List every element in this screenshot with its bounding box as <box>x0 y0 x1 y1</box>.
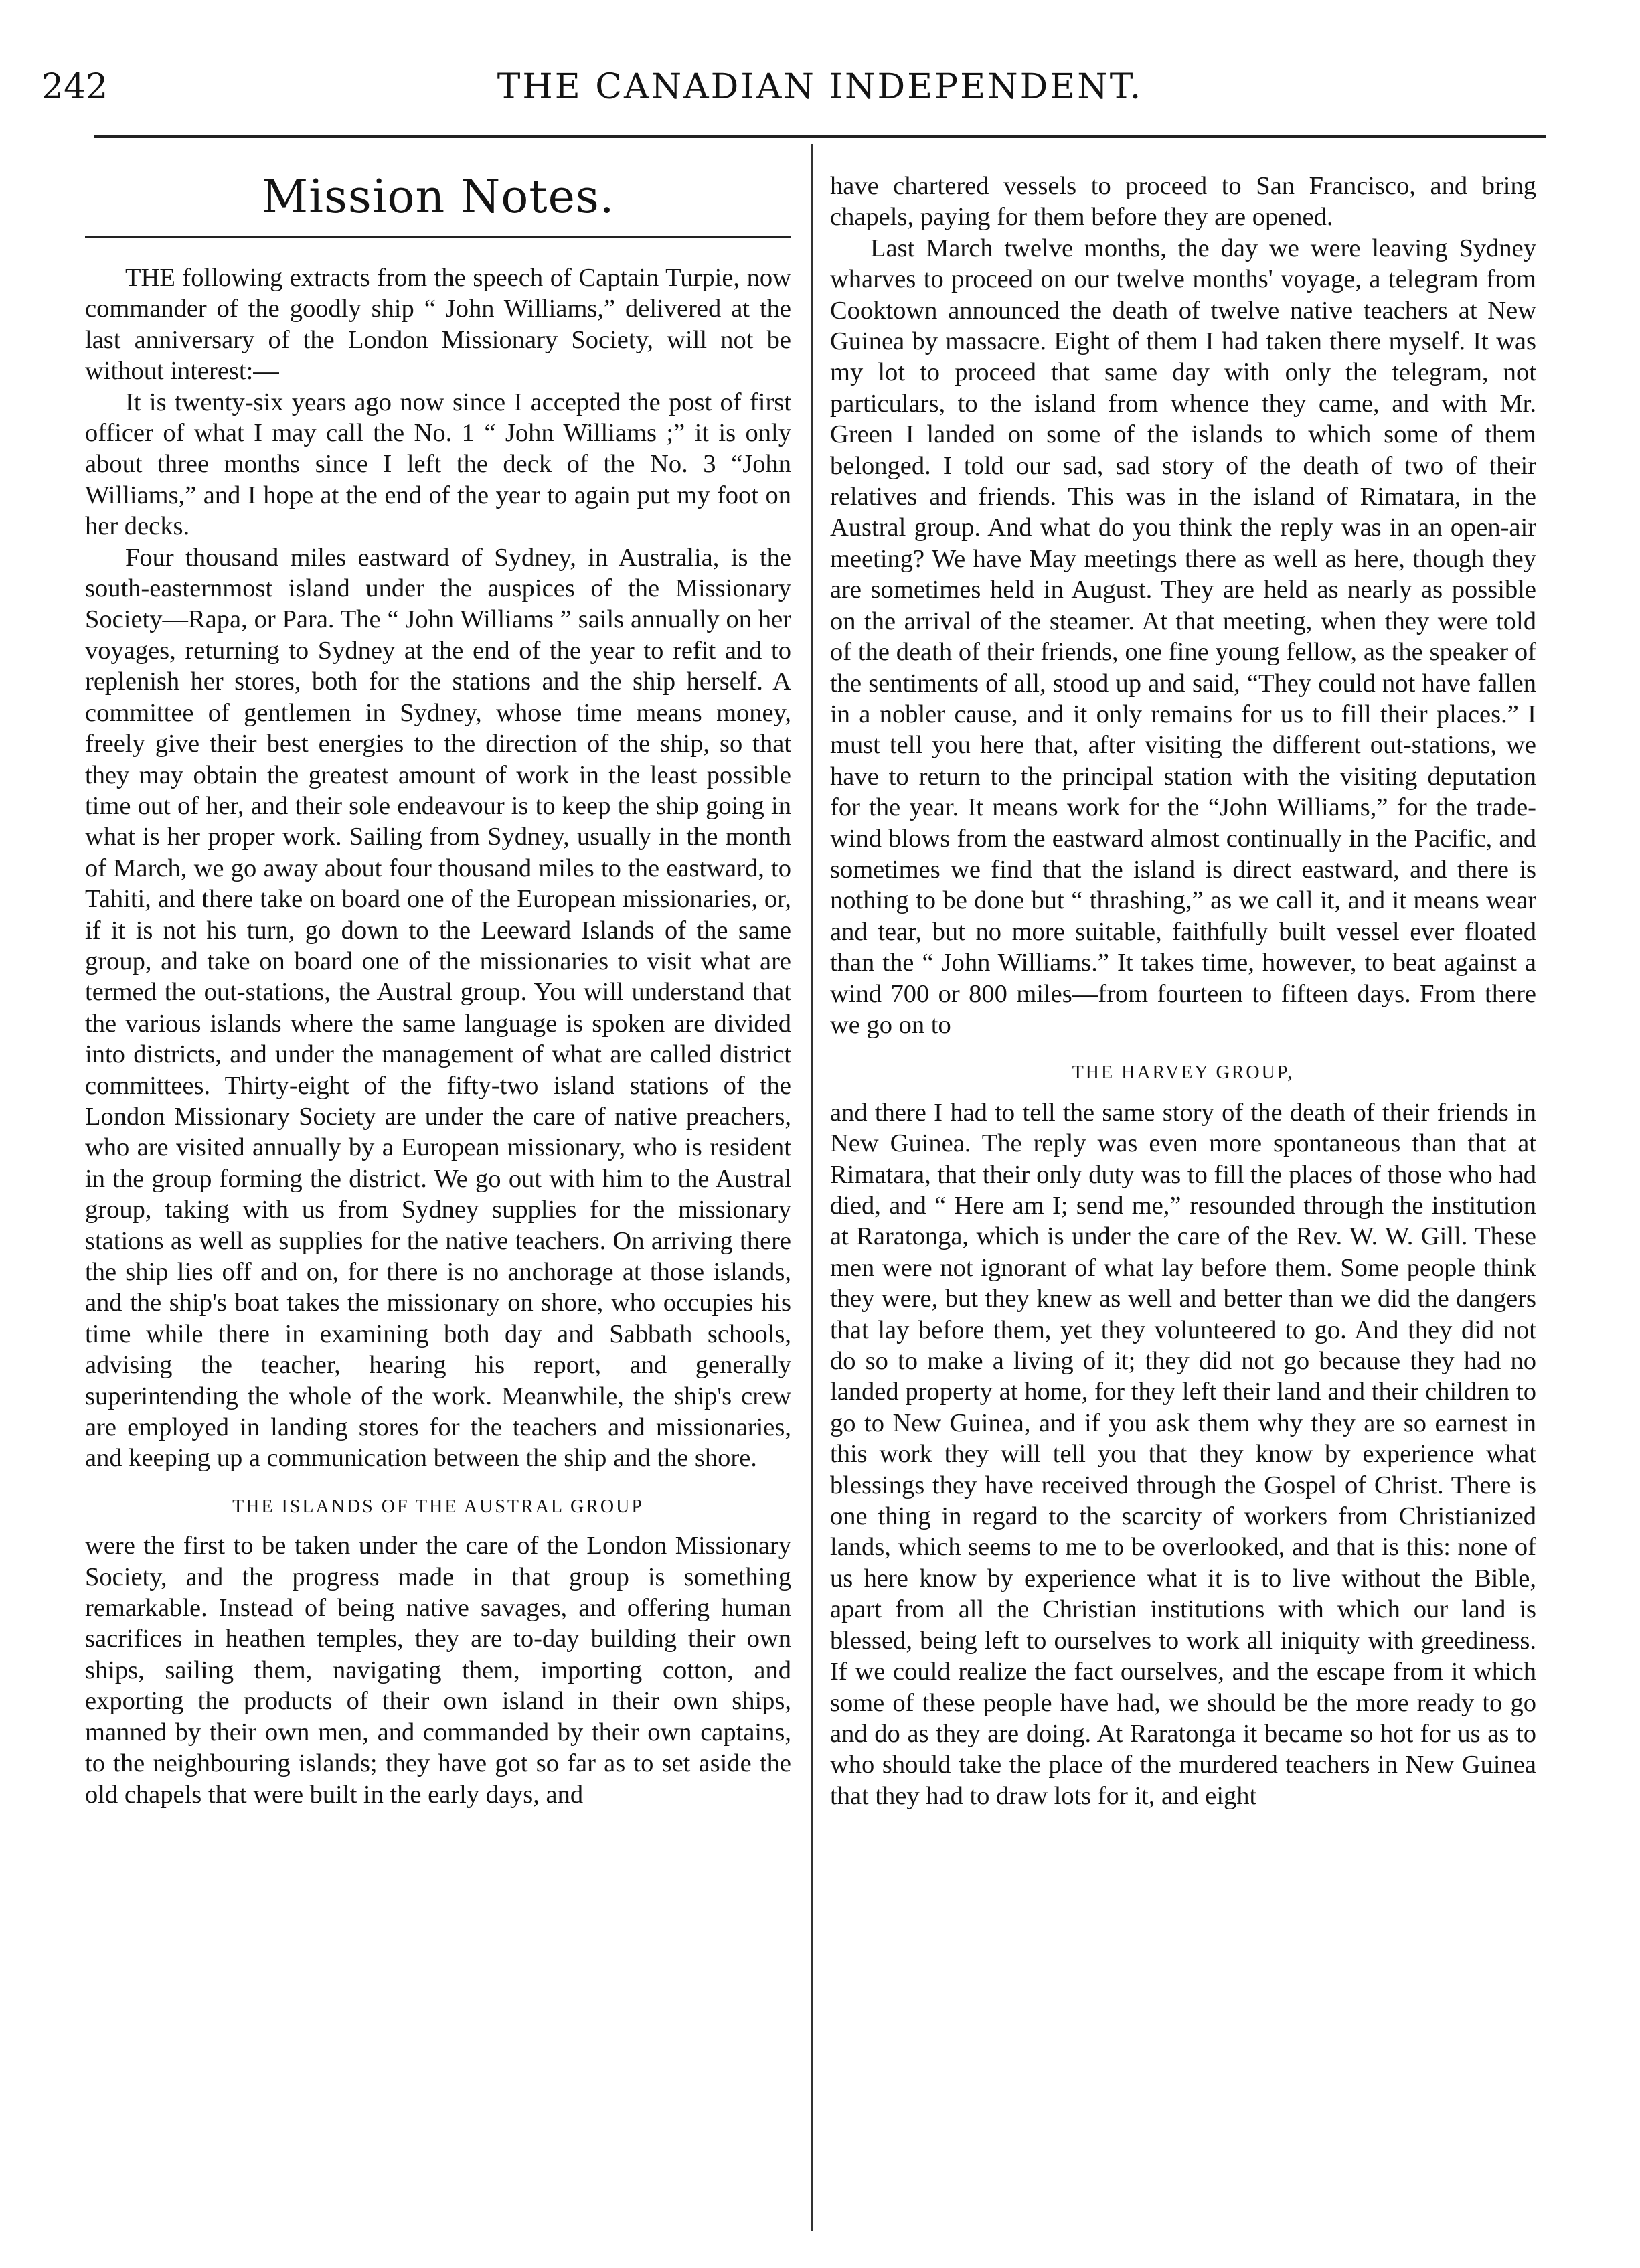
right-column <box>830 171 1536 1811</box>
subhead-austral-group: THE ISLANDS OF THE AUSTRAL GROUP <box>232 1495 644 1517</box>
paragraph-left-3: were the first to be taken under the care of the London Missionary Society, and the progress made in that group is something remarkable. Instead of being native savages, and offering human sacrifices in heathen temples, they are to-day building their own ships, sailing them, navigating them, importing cotton, and exporting the products of their own island in their own ships, manned by their own men, and commanded by their own captains, to the neighbouring islands; they have got so far as to set aside the old chapels that were built in the early days, and <box>85 1532 791 1809</box>
paragraph-right-3: and there I had to tell the same story of the death of their friends in New Guinea. The reply was even more spontaneous than that at Rimatara, that their only duty was to fill the places of those who had died, and “ Here am I; send me,” resounded through the institution at Raratonga, which is under the care of the Rev. W. W. Gill. These men were not ignorant of what lay before them. Some people think they were, but they knew as well and better than we did the dangers that lay before them, yet they volunteered to go. And they did not do so to make a living of it; they did not go because they had no landed property at home, for they left their land and their children to go to New Guinea, and if you ask them why they are so earnest in this work they will tell you that they know by experience what blessings they have received through the Gospel of Christ. There is one thing in regard to the scarcity of workers from Christianized lands, which seems to me to be overlooked, and that is this: none of us here know by experience what it is to live without the Bible, apart from all the Christian institutions with which our land is blessed, being left to ourselves to work all iniquity with greediness. If we could realize the fact ourselves, and the escape from it which some of these people have had, we should be the more ready to go and do as they are doing. At Raratonga it became so hot for us as to who should take the place of the murdered teachers in New Guinea that they had to draw lots for it, and eight <box>830 1098 1536 1810</box>
section-title-rule <box>85 236 791 238</box>
paragraph-right-2: Last March twelve months, the day we were leaving Sydney wharves to proceed on our twelve months' voyage, a telegram from Cooktown announced the death of twelve native teachers at New Guinea by massacre. Eight of them I had taken there myself. It was my lot to proceed that same day with only the telegram, not particulars, to the island from whence they came, and with Mr. Green I landed on some of the islands to which some of them belonged. I told our sad, sad story of the death of two of their relatives and friends. This was in the island of Rimatara, in the Austral group. And what do you think the reply was in an open-air meeting? We have May meetings there as well as here, though they are sometimes held in August. They are held as nearly as possible on the arrival of the steamer. At that meeting, when they were told of the death of their friends, one fine young fellow, as the speaker of the sentiments of all, stood up and said, “They could not have fallen in a nobler cause, and it only remains for us to fill their places.” I must tell you here that, after visiting the different out-stations, we have to return to the principal station with the visiting deputation for the year. It means work for the “John Williams,” for the trade-wind blows from the eastward almost continually in the Pacific, and sometimes we find that the island is direct eastward, and there is nothing to be done but “ thrashing,” as we call it, and it means wear and tear, but no more suitable, faithfully built vessel ever floated than the “ John Williams.” It takes time, however, to beat against a wind 700 or 800 miles—from fourteen to fifteen days. From there we go on to <box>830 234 1536 1039</box>
paragraph-right-1: have chartered vessels to proceed to San Francisco, and bring chapels, paying for them before they are opened. <box>830 172 1536 232</box>
subhead-harvey-group: THE HARVEY GROUP, <box>1072 1062 1295 1084</box>
header-rule <box>94 135 1546 138</box>
left-column <box>85 171 791 1810</box>
column-divider <box>811 144 813 2231</box>
paragraph-left-2: Four thousand miles eastward of Sydney, in Australia, is the south-easternmost island under the auspices of the Missionary Society—Rapa, or Para. The “ John Williams ” sails annually on her voyages, returning to Sydney at the end of the year to refit and to replenish her stores, both for the stations and the ship herself. A committee of gentlemen in Sydney, whose time means money, freely give their best energies to the direction of the ship, so that they may obtain the greatest amount of work in the least possible time out of her, and their sole endeavour is to keep the ship going in what is her proper work. Sailing from Sydney, usually in the month of March, we go away about four thousand miles to the eastward, to Tahiti, and there take on board one of the European missionaries, or, if it is not his turn, go down to the Leeward Islands of the same group, and take on board one of the missionaries to visit what are termed the out-stations, the Austral group. You will understand that the various islands where the same language is spoken are divided into districts, and under the management of what are called district committees. Thirty-eight of the fifty-two island stations of the London Missionary Society are under the care of native preachers, who are visited annually by a European missionary, who is resident in the group forming the district. We go out with him to the Austral group, taking with us from Sydney supplies for the missionary stations as well as supplies for the native teachers. On arriving there the ship lies off and on, for there is no anchorage at those islands, and the ship's boat takes the missionary on shore, who occupies his time while there in examining both day and Sabbath schools, advising the teacher, hearing his report, and generally superintending the whole of the work. Meanwhile, the ship's crew are employed in landing stores for the teachers and missionaries, and keeping up a communication between the ship and the shore. <box>85 543 791 1473</box>
running-title: THE CANADIAN INDEPENDENT. <box>497 67 1143 107</box>
intro-paragraph: THE following extracts from the speech of Captain Turpie, now commander of the goodly ship “ John Williams,” delivered at the last anniversary of the London Missionary Society, will not be without interest:— <box>85 264 791 386</box>
paragraph-left-1: It is twenty-six years ago now since I accepted the post of first officer of what I may call the No. 1 “ John Williams ;” it is only about three months since I left the deck of the No. 3 “John Williams,” and I hope at the end of the year to again put my foot on her decks. <box>85 388 791 541</box>
page-number: 242 <box>42 67 108 107</box>
section-title: Mission Notes. <box>261 171 615 224</box>
